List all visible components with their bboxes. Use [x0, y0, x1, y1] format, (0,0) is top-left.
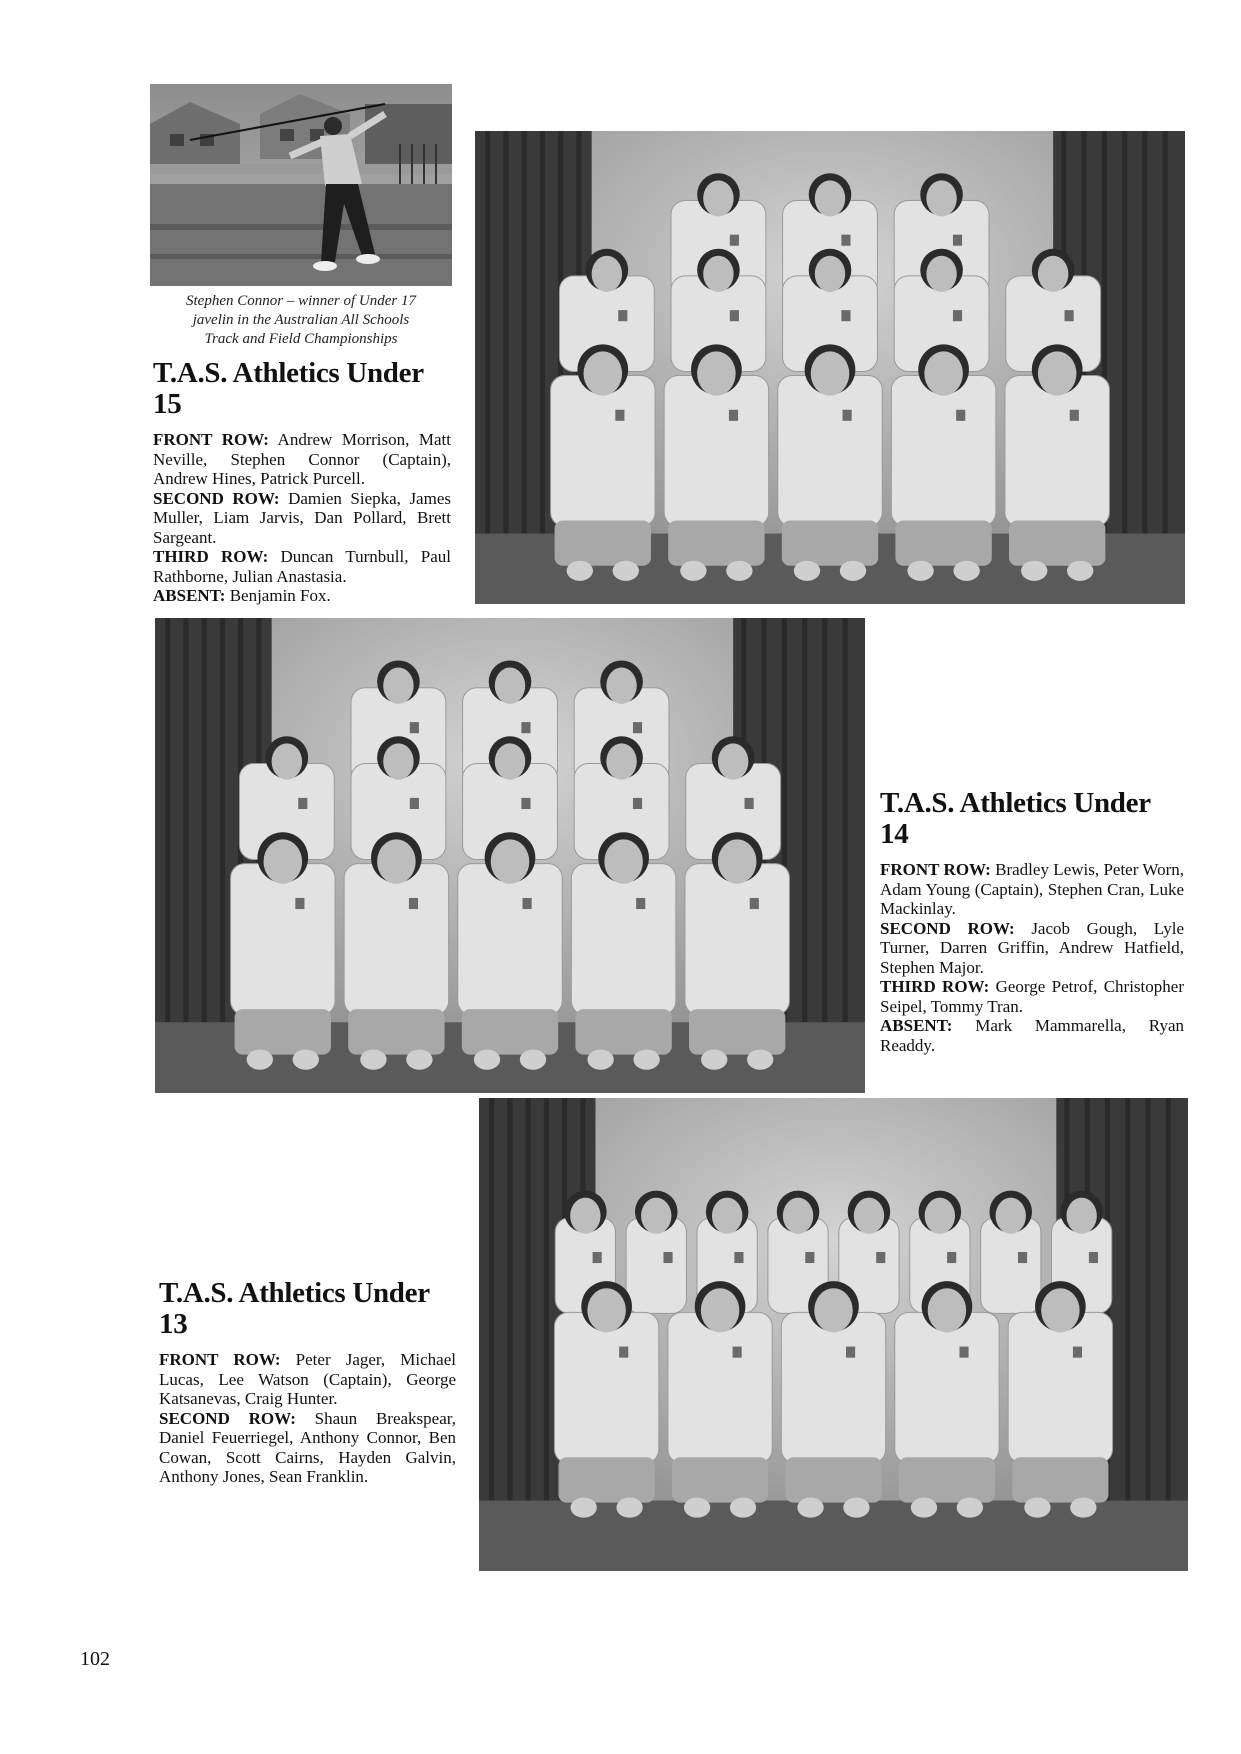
- team-under14-text: [880, 788, 1184, 1055]
- team-photo-under15: [475, 131, 1185, 604]
- row-names: Peter Jager, Michael Lucas, Lee Watson (Captain), George Katsanevas, Craig Hunter.: [159, 1350, 456, 1408]
- team-row: [880, 1016, 1184, 1055]
- row-names: Mark Mammarella, Ryan Readdy.: [880, 1016, 1184, 1055]
- javelin-photo: [150, 84, 452, 286]
- row-label: SECOND ROW:: [159, 1408, 296, 1428]
- team-row: [153, 430, 451, 489]
- team-title: T.A.S. Athletics Under 14: [880, 787, 1151, 850]
- row-names: Shaun Breakspear, Daniel Feuerriegel, Anthony Connor, Ben Cowan, Scott Cairns, Hayden Galvin, Anthony Jones, Sean Franklin.: [159, 1408, 456, 1486]
- caption-line: javelin in the Australian All Schools: [192, 312, 410, 328]
- row-names: Andrew Morrison, Matt Neville, Stephen Connor (Captain), Andrew Hines, Patrick Purcell.: [153, 430, 451, 488]
- team-row: [159, 1350, 456, 1409]
- team-row: [153, 586, 451, 606]
- team-photo-under14: [155, 618, 865, 1093]
- row-names: Jacob Gough, Lyle Turner, Darren Griffin, Andrew Hatfield, Stephen Major.: [880, 918, 1184, 977]
- team-row: [880, 919, 1184, 978]
- row-names: Bradley Lewis, Peter Worn, Adam Young (Captain), Stephen Cran, Luke Mackinlay.: [880, 860, 1185, 918]
- row-label: THIRD ROW:: [153, 547, 269, 566]
- row-label: ABSENT:: [153, 586, 226, 605]
- team-under15-text: [153, 358, 451, 606]
- row-label: FRONT ROW:: [153, 430, 269, 449]
- caption-line: Track and Field Championships: [204, 331, 398, 347]
- row-label: SECOND ROW:: [153, 488, 280, 508]
- team-row: [153, 489, 451, 548]
- caption-line: Stephen Connor – winner of Under 17: [186, 293, 416, 309]
- team-photo-under13: [479, 1098, 1188, 1571]
- row-label: SECOND ROW:: [880, 918, 1015, 938]
- team-row: [880, 860, 1184, 919]
- team-row: [153, 547, 451, 586]
- team-row: [880, 977, 1184, 1016]
- row-label: FRONT ROW:: [880, 860, 991, 879]
- team-title: T.A.S. Athletics Under 15: [153, 357, 424, 420]
- row-names: Damien Siepka, James Muller, Liam Jarvis, Dan Pollard, Brett Sargeant.: [153, 488, 451, 547]
- row-label: ABSENT:: [880, 1016, 953, 1035]
- row-names: Benjamin Fox.: [229, 586, 331, 605]
- javelin-caption: [150, 292, 452, 349]
- row-names: Duncan Turnbull, Paul Rathborne, Julian Anastasia.: [153, 547, 451, 586]
- row-names: George Petrof, Christopher Seipel, Tommy Tran.: [880, 977, 1184, 1016]
- row-label: FRONT ROW:: [159, 1350, 281, 1369]
- team-title: T.A.S. Athletics Under 13: [159, 1277, 430, 1340]
- row-label: THIRD ROW:: [880, 977, 990, 996]
- team-row: [159, 1409, 456, 1487]
- team-under13-text: [159, 1278, 456, 1487]
- page-number: 102: [80, 1648, 110, 1670]
